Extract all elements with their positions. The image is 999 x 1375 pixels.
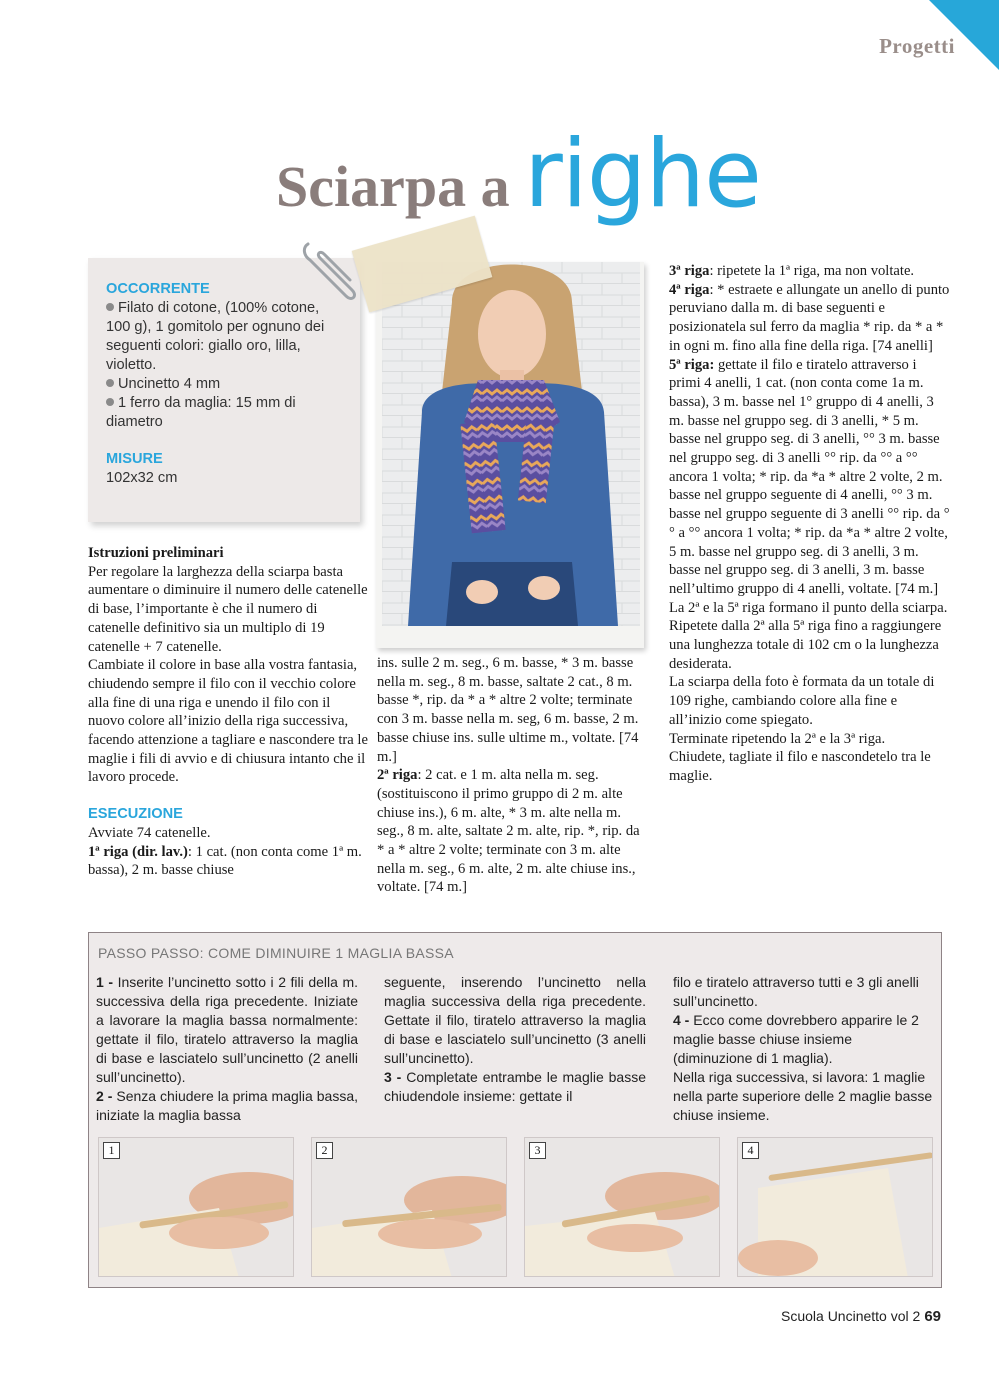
bullet-icon: [106, 379, 114, 387]
right-para-c: La sciarpa della foto è formata da un totale di 109 righe, cambiando colore alla fine e all’inizio come spiegato.: [669, 674, 935, 728]
title-part-1: Sciarpa a: [276, 154, 525, 219]
passo-passo-box: [88, 932, 942, 1288]
misure-heading: MISURE: [106, 451, 163, 467]
bullet-icon: [106, 303, 114, 311]
istruzioni-heading: Istruzioni preliminari: [88, 545, 224, 561]
step-number: 1: [103, 1142, 120, 1159]
passo-col-2: seguente, inserendo l’uncinetto nella maglia successiva della riga precedente. Gettate il filo, tiratelo attraverso la maglia di base e lasciatelo sull’uncinetto (3 anelli sull’uncinetto). 3 - Completate entrambe le maglie basse chiudendole insieme: gettate il: [384, 974, 646, 1104]
step-number: 4: [742, 1142, 759, 1159]
misure-value: 102x32 cm: [106, 470, 178, 486]
right-para-d: Terminate ripetendo la 2ª e la 3ª riga.: [669, 730, 886, 747]
crochet-hands-image: [312, 1138, 507, 1277]
photo-inner: [382, 262, 640, 626]
esecuzione-para: Avviate 74 catenelle.: [88, 824, 211, 841]
magazine-name: Scuola Uncinetto vol 2: [781, 1308, 921, 1324]
step-photo-1: [98, 1137, 294, 1277]
riga-5-para: 5ª riga: gettate il filo e tiratelo attraverso i primi 4 anelli, 1 cat. (non conta come 1a m. bassa), 3 m. basse nel 1° gruppo di 4 anelli, 3 m. basse nel gruppo seg. di 3 anelli, * 5 m. basse nel gruppo seg. di 3 anelli, °° 3 m. basse nel gruppo seg. di 3 anelli °° rip. da °° a °° ancora 1 volta; * rip. da *a * altre 2 volte, 2 m. basse nel gruppo seguente di 4 anelli, °° 3 m. basse nel gruppo seguente di 3 anelli °° rip. da °° a °° ancora 1 volta; * rip. da *a * altre 2 volte, 5 m. basse nel gruppo seg. di 3 anelli, 3 m. basse nel gruppo seg. di 3 anelli, 3 m. basse nell’ultimo gruppo di 4 anelli, voltate. [74 m.]: [669, 356, 950, 597]
esecuzione-heading: ESECUZIONE: [88, 806, 183, 823]
section-label: Progetti: [879, 34, 955, 58]
step-number: 2: [316, 1142, 333, 1159]
crochet-hands-image: [525, 1138, 720, 1277]
right-para-a: La 2ª e la 5ª riga formano il punto della sciarpa.: [669, 599, 948, 616]
right-para-e: Chiudete, tagliate il filo e nascondetelo tra le maglie.: [669, 749, 931, 784]
riga-4-para: 4ª riga: * estraete e allungate un anello di punto peruviano dalla m. di base seguenti e posizionatela sul ferro da maglia * rip. da * a * in ogni m. fino alla fine della riga. [74 anelli]: [669, 281, 950, 354]
step-photo-4: [737, 1137, 933, 1277]
occorrente-heading: OCCORRENTE: [106, 281, 210, 297]
step-number: 3: [529, 1142, 546, 1159]
crochet-hands-image: [738, 1138, 933, 1277]
paperclip-icon: [300, 238, 358, 308]
page-title: [276, 120, 761, 229]
mid-column: [377, 654, 645, 897]
right-column: [669, 262, 951, 786]
passo-col-1: 1 - Inserite l’uncinetto sotto i 2 fili della m. successiva della riga precedente. Iniziate a lavorare la maglia bassa normalmente: gettate il filo, tiratelo attraverso la maglia di base e lasciatelo sull’uncinetto (2 anelli sull’uncinetto). 2 - Senza chiudere la prima maglia bassa, iniziate la maglia bassa: [96, 974, 359, 1123]
left-column: [88, 544, 368, 880]
passo-title: PASSO PASSO: COME DIMINUIRE 1 MAGLIA BASSA: [98, 945, 454, 961]
page-number: 69: [924, 1308, 941, 1325]
step-photo-2: [311, 1137, 507, 1277]
woman-with-scarf-image: [382, 262, 640, 626]
istruzioni-para-1: Per regolare la larghezza della sciarpa basta aumentare o diminuire il numero delle catenelle di base, l’importante è che il numero di catenelle definitivo sia un multiplo di 19 catenelle + 7 catenelle.: [88, 563, 368, 655]
bullet-icon: [106, 398, 114, 406]
riga-2-para: 2ª riga: 2 cat. e 1 m. alta nella m. seg. (sostituiscono il primo gruppo di 2 m. alte chiuse ins.), 6 m. alte, * 3 m. alte nella m. seg., 8 m. alte, saltate 2 m. alte, rip. *, rip. da * a * altre 2 volte; terminate con 3 m. alte nella m. seg., 6 m. alte, 2 m. alte chiuse ins., voltate. [74 m.]: [377, 767, 640, 896]
page-footer: [781, 1308, 941, 1325]
riga-1-cont: ins. sulle 2 m. seg., 6 m. basse, * 3 m. basse nella m. seg., 8 m. basse, saltate 2 cat., 8 m. basse *, rip. da * a * altre 2 volte; terminate con 3 m. basse nella m. seg, 6 m. basse, 2 m. basse chiuse ins. sulle ultime m., voltate. [74 m.]: [377, 655, 639, 765]
title-part-2: righe: [524, 120, 761, 229]
occorrente-item: 1 ferro da maglia: 15 mm di diametro: [106, 395, 296, 430]
occorrente-item: Filato di cotone, (100% cotone, 100 g), 1 gomitolo per ognuno dei seguenti colori: giallo oro, lilla, violetto.: [106, 300, 325, 373]
model-photo: [376, 262, 644, 648]
right-para-b: Ripetete dalla 2ª alla 5ª riga fino a raggiungere una lunghezza totale di 102 cm o la lunghezza desiderata.: [669, 618, 942, 672]
crochet-hands-image: [99, 1138, 294, 1277]
passo-col-3: filo e tiratelo attraverso tutti e 3 gli anelli sull’uncinetto. 4 - Ecco come dovrebbero apparire le 2 maglie basse chiuse insieme (diminuzione di 1 maglia). Nella riga successiva, si lavora: 1 maglie nella parte superiore delle 2 maglie basse chiuse insieme.: [673, 974, 933, 1123]
step-photo-3: [524, 1137, 720, 1277]
istruzioni-para-2: Cambiate il colore in base alla vostra fantasia, chiudendo sempre il filo con il vecchio colore alla fine di una riga e unendo il filo con il nuovo colore all’inizio della riga successiva, facendo attenzione a tagliare e nascondere tra le maglie i fili di avvio e di chiusura intanto che il lavoro procede.: [88, 657, 368, 786]
riga-3-para: 3ª riga: ripetete la 1ª riga, ma non voltate.: [669, 263, 915, 279]
riga-1-para: 1ª riga (dir. lav.): 1 cat. (non conta come 1ª m. bassa), 2 m. basse chiuse: [88, 843, 362, 879]
occorrente-item: Uncinetto 4 mm: [106, 375, 344, 394]
